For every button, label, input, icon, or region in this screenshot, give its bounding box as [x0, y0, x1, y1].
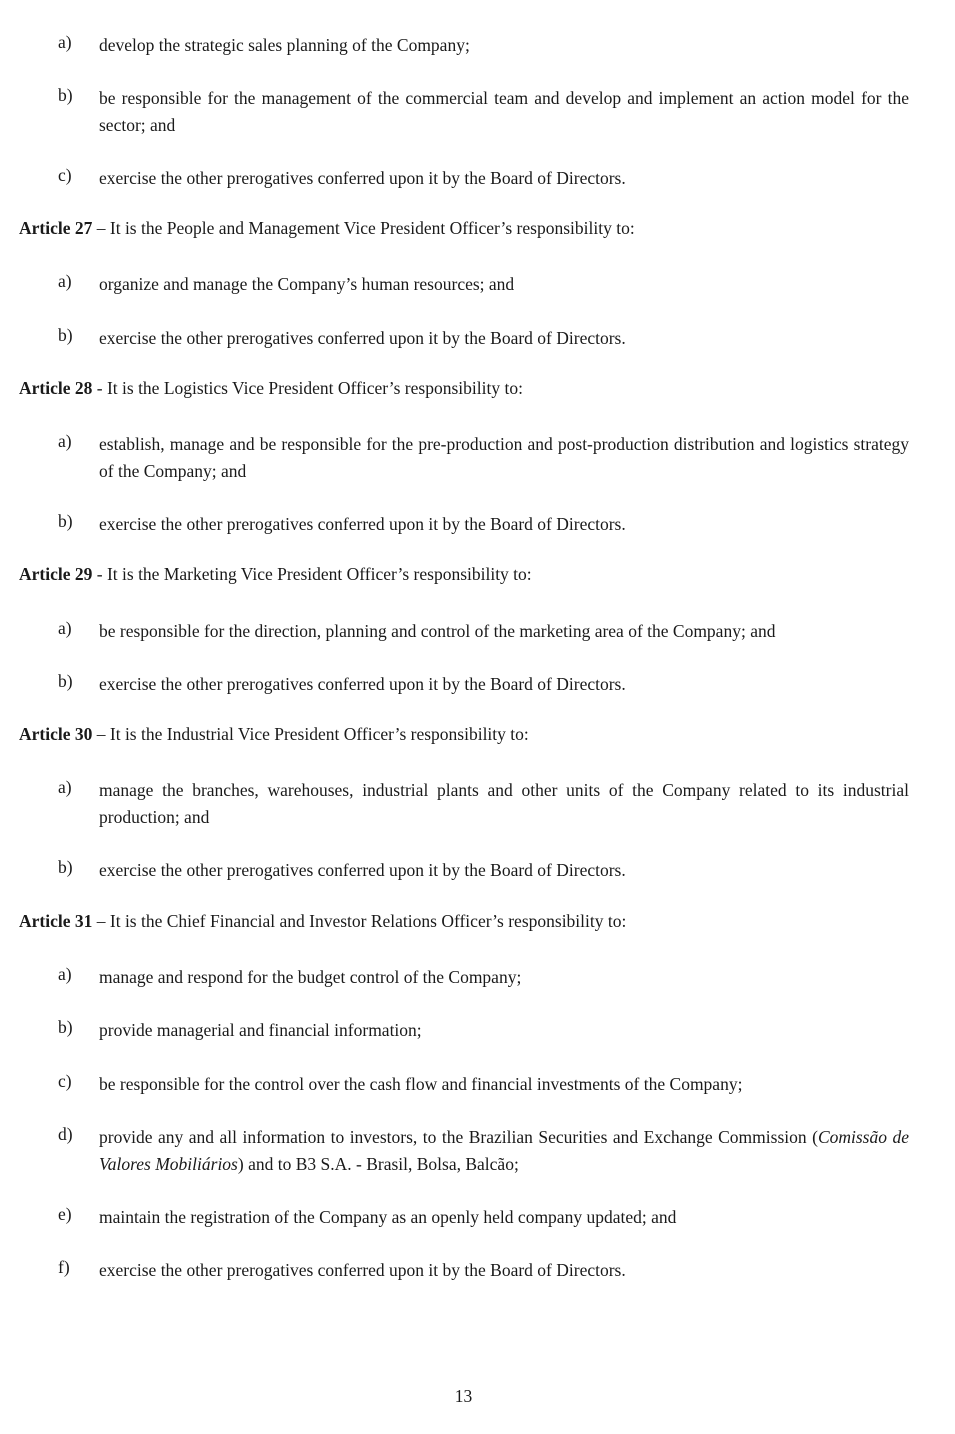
- article-30-heading: Article 30 – It is the Industrial Vice President Officer’s responsibility to:: [19, 724, 529, 744]
- list-item-text: establish, manage and be responsible for the pre-production and post-production distribution and logistics strategy of the Company; and: [99, 434, 909, 481]
- list-item-text: exercise the other prerogatives conferred upon it by the Board of Directors.: [99, 514, 626, 534]
- list-item-label: e): [58, 1204, 72, 1224]
- list-item-label: b): [58, 671, 73, 691]
- list-item-text: organize and manage the Company’s human resources; and: [99, 274, 515, 294]
- list-item-label: b): [58, 511, 73, 531]
- article-31-title: Article 31: [19, 911, 93, 931]
- list-item-text: exercise the other prerogatives conferred upon it by the Board of Directors.: [99, 168, 626, 188]
- article-27-title: Article 27: [19, 218, 93, 238]
- article-31-text: It is the Chief Financial and Investor Relations Officer’s responsibility to:: [109, 911, 627, 931]
- list-item-text: be responsible for the control over the cash flow and financial investments of the Company;: [99, 1074, 743, 1094]
- list-item-label: a): [58, 618, 72, 638]
- article-31-heading: Article 31 – It is the Chief Financial and Investor Relations Officer’s responsibility to:: [19, 911, 627, 931]
- article-27-text: It is the People and Management Vice President Officer’s responsibility to:: [109, 218, 635, 238]
- list-item-text: manage and respond for the budget control of the Company;: [99, 967, 522, 987]
- list-item-text: provide managerial and financial information;: [99, 1020, 422, 1040]
- list-item-text: maintain the registration of the Company as an openly held company updated; and: [99, 1207, 677, 1227]
- page-number: 13: [454, 1386, 473, 1406]
- list-item-label: a): [58, 964, 72, 984]
- list-item-label: c): [58, 165, 72, 185]
- article-27-heading: Article 27 – It is the People and Management Vice President Officer’s responsibility to:: [19, 218, 635, 238]
- list-item-text: manage the branches, warehouses, industrial plants and other units of the Company related to its industrial production; and: [99, 780, 909, 827]
- article-28-text: It is the Logistics Vice President Officer’s responsibility to:: [106, 378, 523, 398]
- list-item-text: be responsible for the management of the commercial team and develop and implement an action model for the sector; and: [99, 88, 909, 135]
- article-29-heading: Article 29 - It is the Marketing Vice President Officer’s responsibility to:: [19, 564, 532, 584]
- list-item-text: exercise the other prerogatives conferred upon it by the Board of Directors.: [99, 328, 626, 348]
- article-28-title: Article 28: [19, 378, 93, 398]
- list-item-label: a): [58, 32, 72, 52]
- cvm-italic-name: Comissão de Valores Mobiliários: [99, 1127, 910, 1174]
- article-28-heading: Article 28 - It is the Logistics Vice President Officer’s responsibility to:: [19, 378, 523, 398]
- list-item-label: b): [58, 325, 73, 345]
- list-item-text: develop the strategic sales planning of the Company;: [99, 35, 470, 55]
- list-item-label: b): [58, 85, 73, 105]
- article-29-title: Article 29: [19, 564, 93, 584]
- list-item-text: exercise the other prerogatives conferred upon it by the Board of Directors.: [99, 1260, 626, 1280]
- article-29-text: It is the Marketing Vice President Officer’s responsibility to:: [106, 564, 532, 584]
- list-item-label: d): [58, 1124, 73, 1144]
- list-item-text: provide any and all information to investors, to the Brazilian Securities and Exchange Commission (Comissão de Valores Mobiliários) and to B3 S.A. - Brasil, Bolsa, Balcão;: [99, 1127, 910, 1174]
- list-item-label: c): [58, 1071, 72, 1091]
- list-item-label: a): [58, 271, 72, 291]
- list-item-label: b): [58, 1017, 73, 1037]
- article-30-text: It is the Industrial Vice President Officer’s responsibility to:: [109, 724, 529, 744]
- article-30-title: Article 30: [19, 724, 93, 744]
- list-item-label: b): [58, 857, 73, 877]
- list-item-text: exercise the other prerogatives conferred upon it by the Board of Directors.: [99, 860, 626, 880]
- list-item-label: a): [58, 777, 72, 797]
- list-item-label: f): [58, 1257, 70, 1277]
- list-item-text: exercise the other prerogatives conferred upon it by the Board of Directors.: [99, 674, 626, 694]
- list-item-label: a): [58, 431, 72, 451]
- list-item-text: be responsible for the direction, planning and control of the marketing area of the Company; and: [99, 621, 776, 641]
